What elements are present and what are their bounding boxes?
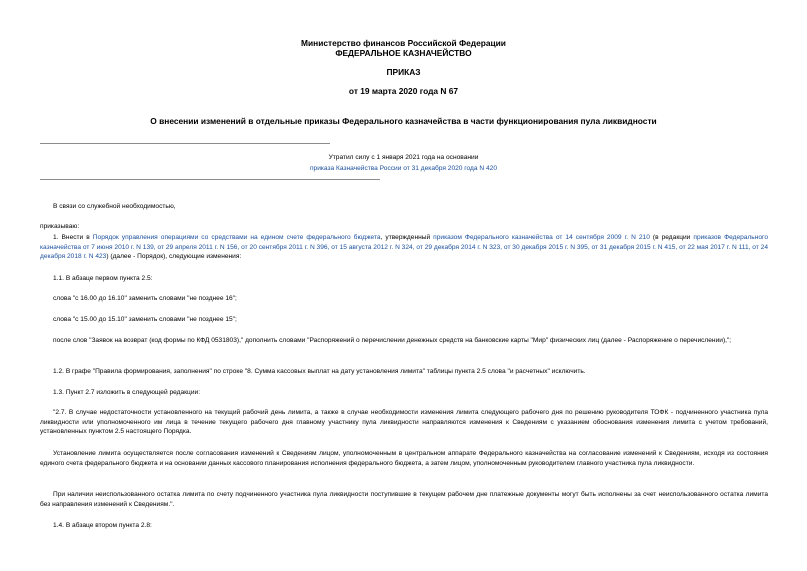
limit-setting-paragraph: Установление лимита осуществляется после согласования изменений к Сведениям лицом, уполномоченным в центральном аппарате Федерального казначейства на согласование изменений к Сведениям, исходя из состояния единого счета федерального бюджета и на основании данных кассового планирования исполнения федерального бюджета, а затем лицом, уполномоченным руководителем главного участника пула ликвидности. bbox=[40, 450, 768, 467]
item-1-3-paragraph: 1.3. Пункт 2.7 изложить в следующей редакции: bbox=[53, 389, 201, 396]
ministry-heading: Министерство финансов Российской Федерации bbox=[301, 38, 506, 48]
clause-2-7-paragraph: "2.7. В случае недостаточности установленного на текущий рабочий день лимита, а также в случае необходимости изменения лимита следующего рабочего дня по решению руководителя ТОФК - подчиненного участника пула ликвидности или уполномоченного им лица в течение текущего рабочего дня главному участнику пула ликвидности направляются изменения к Сведениям с указанием обоснования изменения лимита с учетом требований, установленных пунктом 2.5 настоящего Порядка. bbox=[40, 409, 768, 435]
replace-15-paragraph: слова "с 15.00 до 15.10" заменить словами "не позднее 15"; bbox=[53, 316, 237, 323]
item-1-1-paragraph: 1.1. В абзаце первом пункта 2.5: bbox=[53, 275, 153, 282]
item-1-4-paragraph: 1.4. В абзаце втором пункта 2.8: bbox=[53, 522, 152, 529]
item-1-text-4: ) (далее - Порядок), следующие изменения: bbox=[106, 253, 242, 260]
document-title: О внесении изменений в отдельные приказы Федерального казначейства в части функционирования пула ликвидности bbox=[150, 116, 657, 126]
replace-16-paragraph: слова "с 16.00 до 16.10" заменить словами "не позднее 16"; bbox=[53, 295, 237, 302]
amending-orders-link[interactable]: приказов Федерального казначейства от 7 июня 2010 г. N 139, от 29 апреля 2011 г. N 156, от 20 сентября 2011 г. N 396, от 15 августа 2012 г. N 324, от 29 декабря 2014 г. N 323, от 30 декабря 2015 г. N 395, от 31 декабря 2015 г. N 415, от 22 мая 2017 г. N 111, от 24 декабря 2018 г. N 423 bbox=[40, 234, 768, 260]
procedure-link[interactable]: Порядок управления операциями со средствами на едином счете федерального бюджета bbox=[92, 234, 381, 241]
status-note-text: Утратил силу с 1 января 2021 года на основании bbox=[328, 154, 479, 161]
unused-limit-paragraph: При наличии неиспользованного остатка лимита по счету подчиненного участника пула ликвидности поступившие в текущем рабочем дне платежные документы могут быть исполнены за счет неиспользованного остатка лимита без направления изменений к Сведениям.". bbox=[40, 491, 768, 508]
item-1-text-3: (в редакции bbox=[649, 234, 694, 241]
agency-heading: ФЕДЕРАЛЬНОЕ КАЗНАЧЕЙСТВО bbox=[335, 48, 472, 58]
item-1-text-2: , утвержденный bbox=[380, 234, 434, 241]
intro-paragraph: В связи со служебной необходимостью, bbox=[53, 203, 176, 210]
divider-top bbox=[40, 143, 330, 144]
doc-type-heading: ПРИКАЗ bbox=[386, 67, 421, 77]
item-1-text-1: 1. Внести в bbox=[53, 234, 93, 241]
order-paragraph: приказываю: bbox=[40, 223, 80, 230]
divider-bottom bbox=[40, 179, 380, 180]
order-210-link[interactable]: приказом Федерального казначейства от 14 сентября 2009 г. N 210 bbox=[433, 234, 650, 241]
item-1-2-paragraph: 1.2. В графе "Правила формирования, заполнения" по строке "8. Сумма кассовых выплат на дату установления лимита" таблицы пункта 2.5 слова "и расчетных" исключить. bbox=[53, 368, 586, 375]
status-note-link[interactable]: приказа Казначейства России от 31 декабря 2020 года N 420 bbox=[309, 165, 498, 172]
mir-cards-paragraph: после слов "Заявок на возврат (код формы по КФД 0531803)," дополнить словами "Распоряжений о перечислении денежных средств на банковские карты "Мир" физических лиц (далее - Распоряжение о перечислении),"; bbox=[53, 337, 732, 344]
date-number-heading: от 19 марта 2020 года N 67 bbox=[348, 86, 459, 96]
item-1-paragraph bbox=[40, 233, 768, 262]
